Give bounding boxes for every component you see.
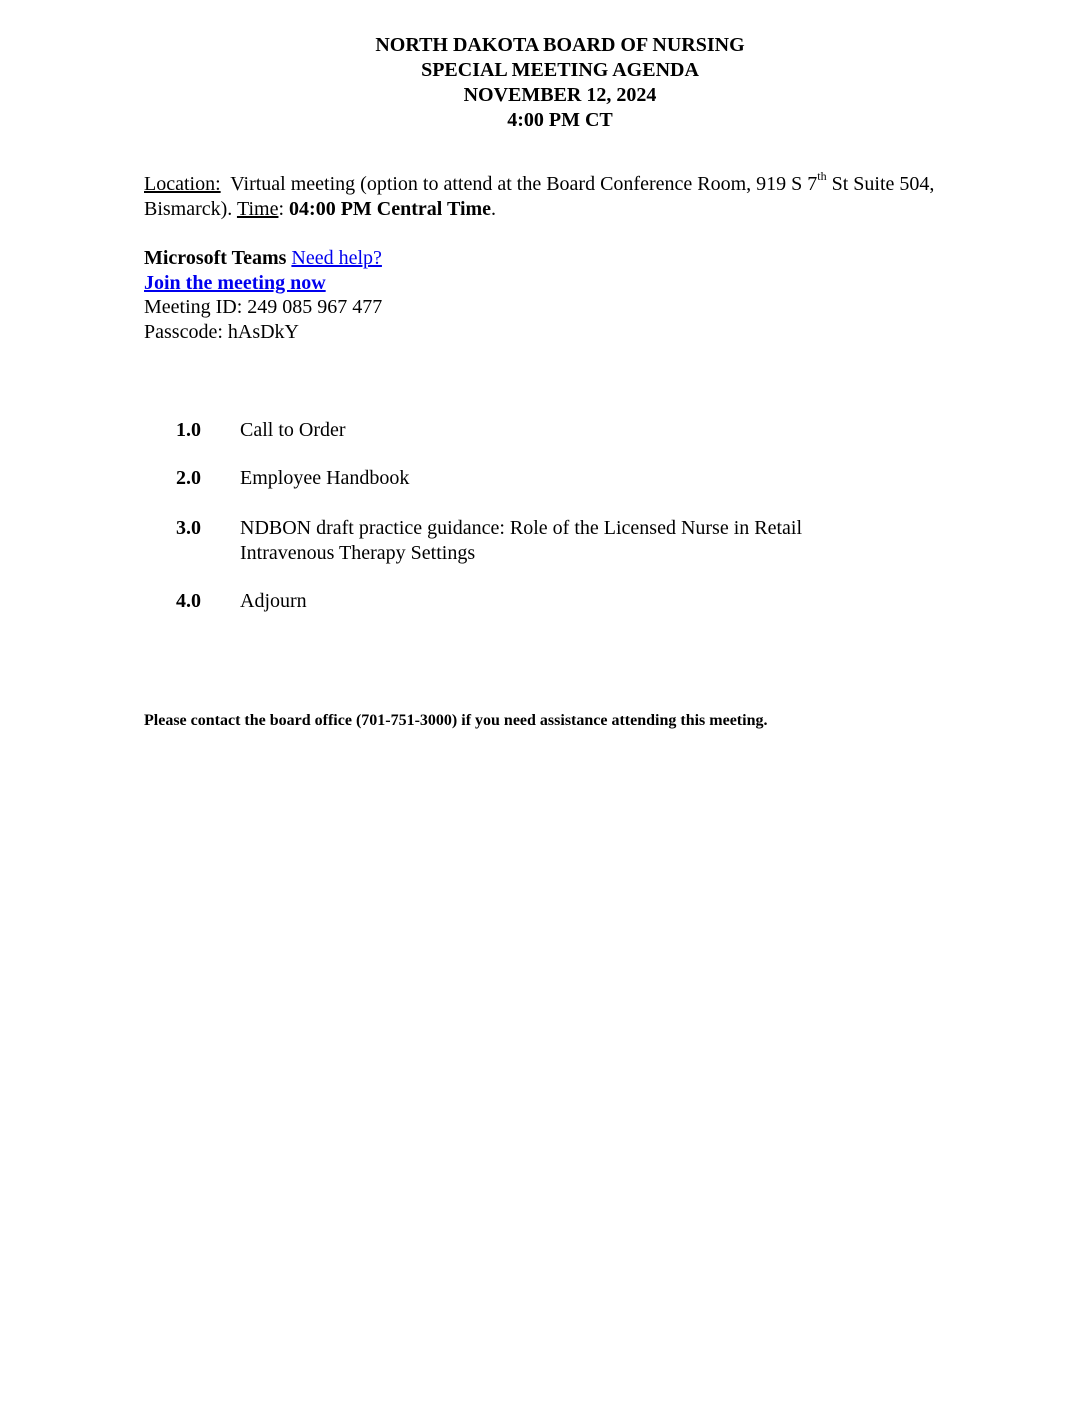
join-meeting-link[interactable]: Join the meeting now	[144, 271, 326, 294]
location-superscript: th	[817, 169, 827, 184]
agenda-text: Adjourn	[240, 590, 307, 612]
agenda-text: Employee Handbook	[240, 467, 410, 489]
teams-title: Microsoft Teams	[144, 247, 287, 269]
location-label: Location:	[144, 173, 221, 195]
meeting-time: 4:00 PM CT	[507, 109, 613, 131]
contact-note: Please contact the board office (701-751-3000) if you need assistance attending this meeting.	[144, 712, 768, 729]
agenda-number: 1.0	[176, 419, 201, 441]
time-label: Time	[236, 198, 279, 220]
time-value: 04:00 PM Central Time	[289, 198, 492, 220]
document-header	[0, 33, 1088, 133]
meeting-id: Meeting ID: 249 085 967 477	[144, 296, 383, 318]
location-text: Virtual meeting (option to attend at the Board Conference Room, 919 S 7	[220, 173, 818, 195]
agenda-number: 3.0	[176, 517, 201, 539]
teams-title-row	[144, 246, 382, 271]
need-help-link[interactable]: Need help?	[291, 247, 382, 269]
agenda-number: 4.0	[176, 590, 201, 612]
location-paragraph	[144, 169, 944, 222]
agenda-text: Call to Order	[240, 419, 346, 441]
org-name: NORTH DAKOTA BOARD OF NURSING	[375, 34, 745, 56]
teams-block	[144, 246, 382, 344]
time-colon: :	[278, 198, 290, 220]
meeting-type: SPECIAL MEETING AGENDA	[421, 59, 699, 81]
agenda-number: 2.0	[176, 467, 201, 489]
meeting-date: NOVEMBER 12, 2024	[463, 84, 657, 106]
agenda-text: NDBON draft practice guidance: Role of the Licensed Nurse in Retail Intravenous Therapy Settings	[240, 517, 803, 564]
location-end: .	[491, 198, 497, 220]
passcode: Passcode: hAsDkY	[144, 320, 299, 343]
location-text-cont: St Suite 504, Bismarck).	[144, 173, 940, 220]
